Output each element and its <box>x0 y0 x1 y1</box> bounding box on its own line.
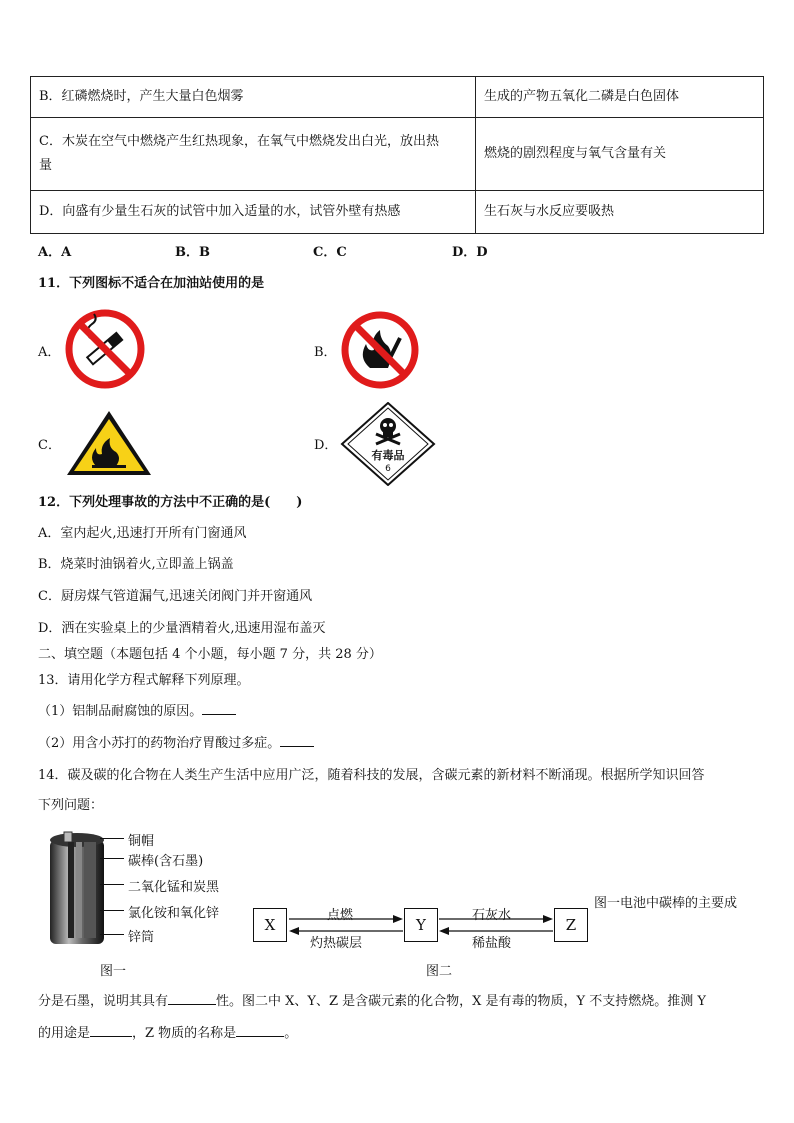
leader-line <box>100 934 124 935</box>
dry-cell-battery-diagram <box>46 830 118 948</box>
table-cell: D．向盛有少量生石灰的试管中加入适量的水，试管外壁有热感 <box>31 191 476 234</box>
box-x: X <box>253 908 287 942</box>
q13-sub1 <box>38 700 236 719</box>
q13-sub2-text: （2）用含小苏打的药物治疗胃酸过多症。 <box>38 736 281 751</box>
arrow-right-icon <box>543 915 553 923</box>
table-cell <box>31 118 476 191</box>
leader-line <box>100 858 124 859</box>
cell-line: C．木炭在空气中燃烧产生红热现象，在氧气中燃烧发出白光，放出热 <box>39 134 439 149</box>
q14-line3a: 分是石墨，说明其具有 <box>38 994 169 1009</box>
q11-label-d[interactable]: D． <box>314 438 338 453</box>
no-smoking-icon <box>64 308 146 390</box>
choice-c[interactable]: C．C <box>313 245 347 260</box>
arrow1-bottom-label: 灼热碳层 <box>310 936 363 951</box>
section-heading: 二、填空题（本题包括 4 个小题，每小题 7 分，共 28 分） <box>38 647 382 662</box>
q14-line4a: 的用途是 <box>38 1026 91 1041</box>
q12-stem: 12．下列处理事故的方法中不正确的是( ) <box>38 495 303 510</box>
q13-sub2 <box>38 732 314 751</box>
answer-blank[interactable] <box>90 1024 132 1037</box>
label-mno2: 二氧化锰和炭黑 <box>128 880 220 895</box>
flammable-warning-icon <box>64 408 154 478</box>
table-cell: 生石灰与水反应要吸热 <box>476 191 764 234</box>
label-zinc-can: 锌筒 <box>128 930 155 945</box>
toxic-label-text: 有毒品 <box>371 449 405 462</box>
choice-d[interactable]: D．D <box>452 245 488 260</box>
arrow-left-icon <box>289 927 299 935</box>
leader-line <box>100 884 124 885</box>
q14-side-text: 图一电池中碳棒的主要成 <box>594 896 738 911</box>
answer-blank[interactable] <box>236 1024 284 1037</box>
q11-label-b[interactable]: B． <box>314 345 337 360</box>
arrow-left-icon <box>439 927 449 935</box>
answer-blank[interactable] <box>280 734 314 747</box>
leader-line <box>100 838 124 839</box>
table-row <box>31 191 764 234</box>
box-y: Y <box>404 908 438 942</box>
q13-sub1-text: （1）铝制品耐腐蚀的原因。 <box>38 704 203 719</box>
q13-stem: 13．请用化学方程式解释下列原理。 <box>38 673 250 688</box>
table-cell: 燃烧的剧烈程度与氧气含量有关 <box>476 118 764 191</box>
figure2-caption: 图二 <box>426 964 453 979</box>
choice-b[interactable]: B．B <box>175 245 210 260</box>
leader-line <box>100 910 124 911</box>
q14-line4b: ，Z 物质的名称是 <box>132 1026 237 1041</box>
table-cell: 生成的产物五氧化二磷是白色固体 <box>476 77 764 118</box>
q12-option-c[interactable]: C．厨房煤气管道漏气,迅速关闭阀门并开窗通风 <box>38 589 313 604</box>
q14-line4c: 。 <box>284 1026 298 1041</box>
options-table <box>30 76 764 234</box>
toxic-class-number: 6 <box>385 464 391 474</box>
toxic-substance-icon <box>340 402 436 486</box>
box-z: Z <box>554 908 588 942</box>
q11-stem: 11．下列图标不适合在加油站使用的是 <box>38 276 265 291</box>
q14-stem-line2: 下列问题： <box>38 798 104 813</box>
q12-option-a[interactable]: A．室内起火,迅速打开所有门窗通风 <box>38 526 247 541</box>
label-nh4cl: 氯化铵和氧化锌 <box>128 906 220 921</box>
q12-option-d[interactable]: D．洒在实验桌上的少量酒精着火,迅速用湿布盖灭 <box>38 621 326 636</box>
q14-line3b: 性。图二中 X、Y、Z 是含碳元素的化合物，X 是有毒的物质，Y 不支持燃烧。推测 Y <box>216 994 706 1009</box>
table-cell: B．红磷燃烧时，产生大量白色烟雾 <box>31 77 476 118</box>
arrow2-top-label: 石灰水 <box>472 908 512 923</box>
q14-line4 <box>38 1022 297 1041</box>
label-carbon-rod: 碳棒(含石墨) <box>128 854 204 869</box>
table-row <box>31 118 764 191</box>
q14-stem-line1: 14．碳及碳的化合物在人类生产生活中应用广泛，随着科技的发展，含碳元素的新材料不断涌现。根据所学知识回答 <box>38 768 705 783</box>
no-open-flame-icon <box>340 310 420 390</box>
cell-line: 量 <box>39 158 53 173</box>
choice-a[interactable]: A．A <box>38 245 72 260</box>
arrow2-bottom-label: 稀盐酸 <box>472 936 512 951</box>
arrow-right-icon <box>393 915 403 923</box>
arrow1-top-label: 点燃 <box>327 908 354 923</box>
table-row <box>31 77 764 118</box>
q12-option-b[interactable]: B．烧菜时油锅着火,立即盖上锅盖 <box>38 557 234 572</box>
label-copper-cap: 铜帽 <box>128 834 155 849</box>
q11-label-c[interactable]: C． <box>38 438 61 453</box>
answer-blank[interactable] <box>202 702 236 715</box>
q11-label-a[interactable]: A． <box>38 345 61 360</box>
figure1-caption: 图一 <box>100 964 127 979</box>
answer-blank[interactable] <box>168 992 216 1005</box>
q14-line3 <box>38 990 706 1009</box>
